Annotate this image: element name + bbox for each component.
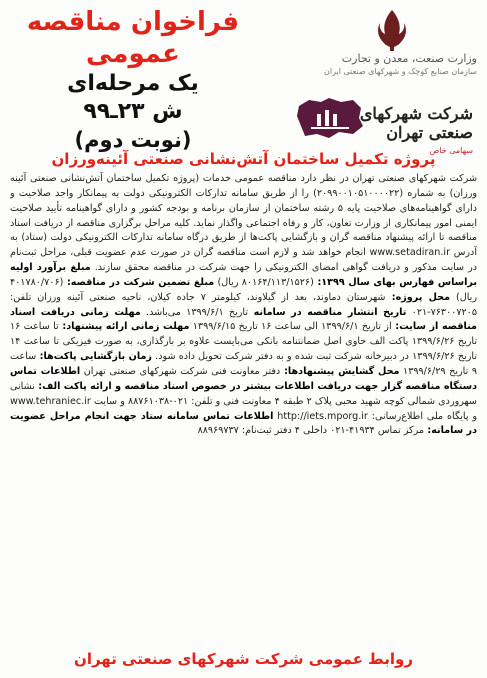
heading-round: (نوبت دوم) — [74, 128, 192, 152]
location-label: محل پروژه: — [385, 291, 451, 303]
opening-place-value: دفتر معاونت فنی شرکت شهرکهای صنعتی تهران — [80, 365, 281, 377]
opening-time-label: زمان بازگشایی پاکت‌ها: — [36, 351, 152, 363]
project-title: پروژه تکمیل ساختمان آتش‌نشانی صنعتی آئینه‌ورزان — [51, 150, 436, 168]
heading-stage: یک مرحله‌ای — [67, 71, 199, 96]
setad-contact-value: مرکز تماس ۴۱۹۳۴-۰۲۱ داخلی ۴ دفتر ثبت‌نام: ۸۸۹۶۹۷۳۷ — [197, 425, 425, 437]
heading-title: فراخوان مناقصه عمومی — [26, 7, 240, 69]
ministry-org: سازمان صنایع کوچک و شهرکهای صنعتی ایران — [323, 67, 477, 76]
budget-value: (۸۰۱۶۴/۱۱۳/۱۵۲۶ ریال) — [214, 276, 314, 288]
company-block — [333, 104, 473, 155]
contact-value: نشانی سهروردی شمالی کوچه شهید محبی پلاک ۲ طبقه ۴ معاونت فنی و تلفن: ۰۲۱-۸۸۷۶۱۰۳۸ و سایت www.tehraniec.ir و پایگاه ملی اطلاع‌رسانی: http://iets.mporg.ir — [10, 380, 477, 422]
iran-emblem-icon — [375, 8, 409, 52]
footer-signature: روابط عمومی شرکت شهرکهای صنعتی تهران — [74, 650, 413, 668]
contact-label: اطلاعات تماس دستگاه مناقصه گزار جهت دریافت اطلاعات بیشتر در خصوص اسناد مناقصه و ارائه پاکت الف: — [10, 365, 477, 392]
location-value: شهرستان دماوند، بعد از گیلاوند، کیلومتر ۷ جاده کیلان، ناحیه صنعتی آئینه ورزان تلفن: ۷۶۳۰۰۷۲۰۵-۰۲۱ — [10, 291, 477, 318]
tender-heading — [8, 6, 258, 154]
company-name: شرکت شهرکهای صنعتی تهران — [359, 104, 473, 142]
guarantee-label: مبلغ تضمین شرکت در مناقصه: — [63, 276, 215, 288]
docs-deadline-value: از تاریخ ۱۳۹۹/۶/۱ الی ساعت ۱۶ تاریخ ۱۳۹۹/۶/۱۵ — [189, 321, 392, 333]
ministry-block — [272, 52, 477, 76]
docs-deadline-label: مهلت زمانی دریافت اسناد مناقصه از سایت: — [10, 306, 477, 333]
offer-deadline-label: مهلت زمانی ارائه پیشنهاد: — [58, 321, 190, 333]
opening-time-value: ساعت ۹ تاریخ ۱۳۹۹/۶/۲۹ — [10, 351, 477, 377]
heading-number: ش ۲۳ـ۹۹ — [83, 99, 183, 124]
budget-label: مبلغ برآورد اولیه براساس فهارس بهای سال ۱۳۹۹: — [10, 262, 477, 288]
notice-body — [10, 172, 477, 646]
setad-contact-label: اطلاعات تماس سامانه ستاد جهت انجام مراحل عضویت در سامانه: — [10, 410, 477, 437]
intro-paragraph: شرکت شهرکهای صنعتی تهران در نظر دارد مناقصه عمومی خدمات (پروژه تکمیل ساختمان آتش‌نشانی صنعتی آئینه ورزان) به شماره (۲۰۹۹۰۰۱۰۵۱۰۰۰۰۲۲) را از طریق سامانه تدارکات الکترونیکی دولت به پیمانکار واجد صلاحیت و دارای گواهینامه‌های صلاحیت پایه ۵ رشته ساختمان از سازمان برنامه و بودجه کشور و دارای گواهینامه تأیید صلاحیت ایمنی امور پیمانکاری از وزارت تعاون، کار و رفاه اجتماعی واگذار نماید. کلیه مراحل برگزاری مناقصه از دریافت اسناد مناقصه تا ارائه پیشنهاد مناقصه گران و بازگشایی پاکت‌ها از طریق درگاه سامانه تدارکات الکترونیکی دولت (ستاد) به آدرس www.setadiran.ir انجام خواهد شد و لازم است مناقصه گران در صورت عدم عضویت قبلی، مراحل ثبت‌نام در سایت مذکور و دریافت گواهی امضای الکترونیکی را جهت شرکت در مناقصه محقق سازند. — [10, 173, 477, 274]
company-subtitle: سهامی خاص — [429, 146, 473, 155]
opening-place-label: محل گشایش پیشنهادها: — [280, 365, 400, 377]
publish-label: تاریخ انتشار مناقصه در سامانه — [248, 306, 407, 318]
publish-value: تاریخ ۱۳۹۹/۶/۱ می‌باشد. — [140, 306, 248, 318]
offer-deadline-value: تا ساعت ۱۶ تاریخ ۱۳۹۹/۶/۲۶ پاکت الف حاوی اصل ضمانتنامه بانکی می‌بایست علاوه بر بارگذاری، به صورت فیزیکی تا ساعت ۱۴ تاریخ ۱۳۹۹/۶/۲۶ در دبیرخانه شرکت ثبت شده و به دفتر شرکت تحویل داده شود. — [10, 321, 477, 363]
guarantee-value: (۴۰۱۷۸۰/۷۰۶ ریال) — [10, 276, 477, 303]
ministry-name: وزارت صنعت، معدن و تجارت — [341, 52, 477, 65]
